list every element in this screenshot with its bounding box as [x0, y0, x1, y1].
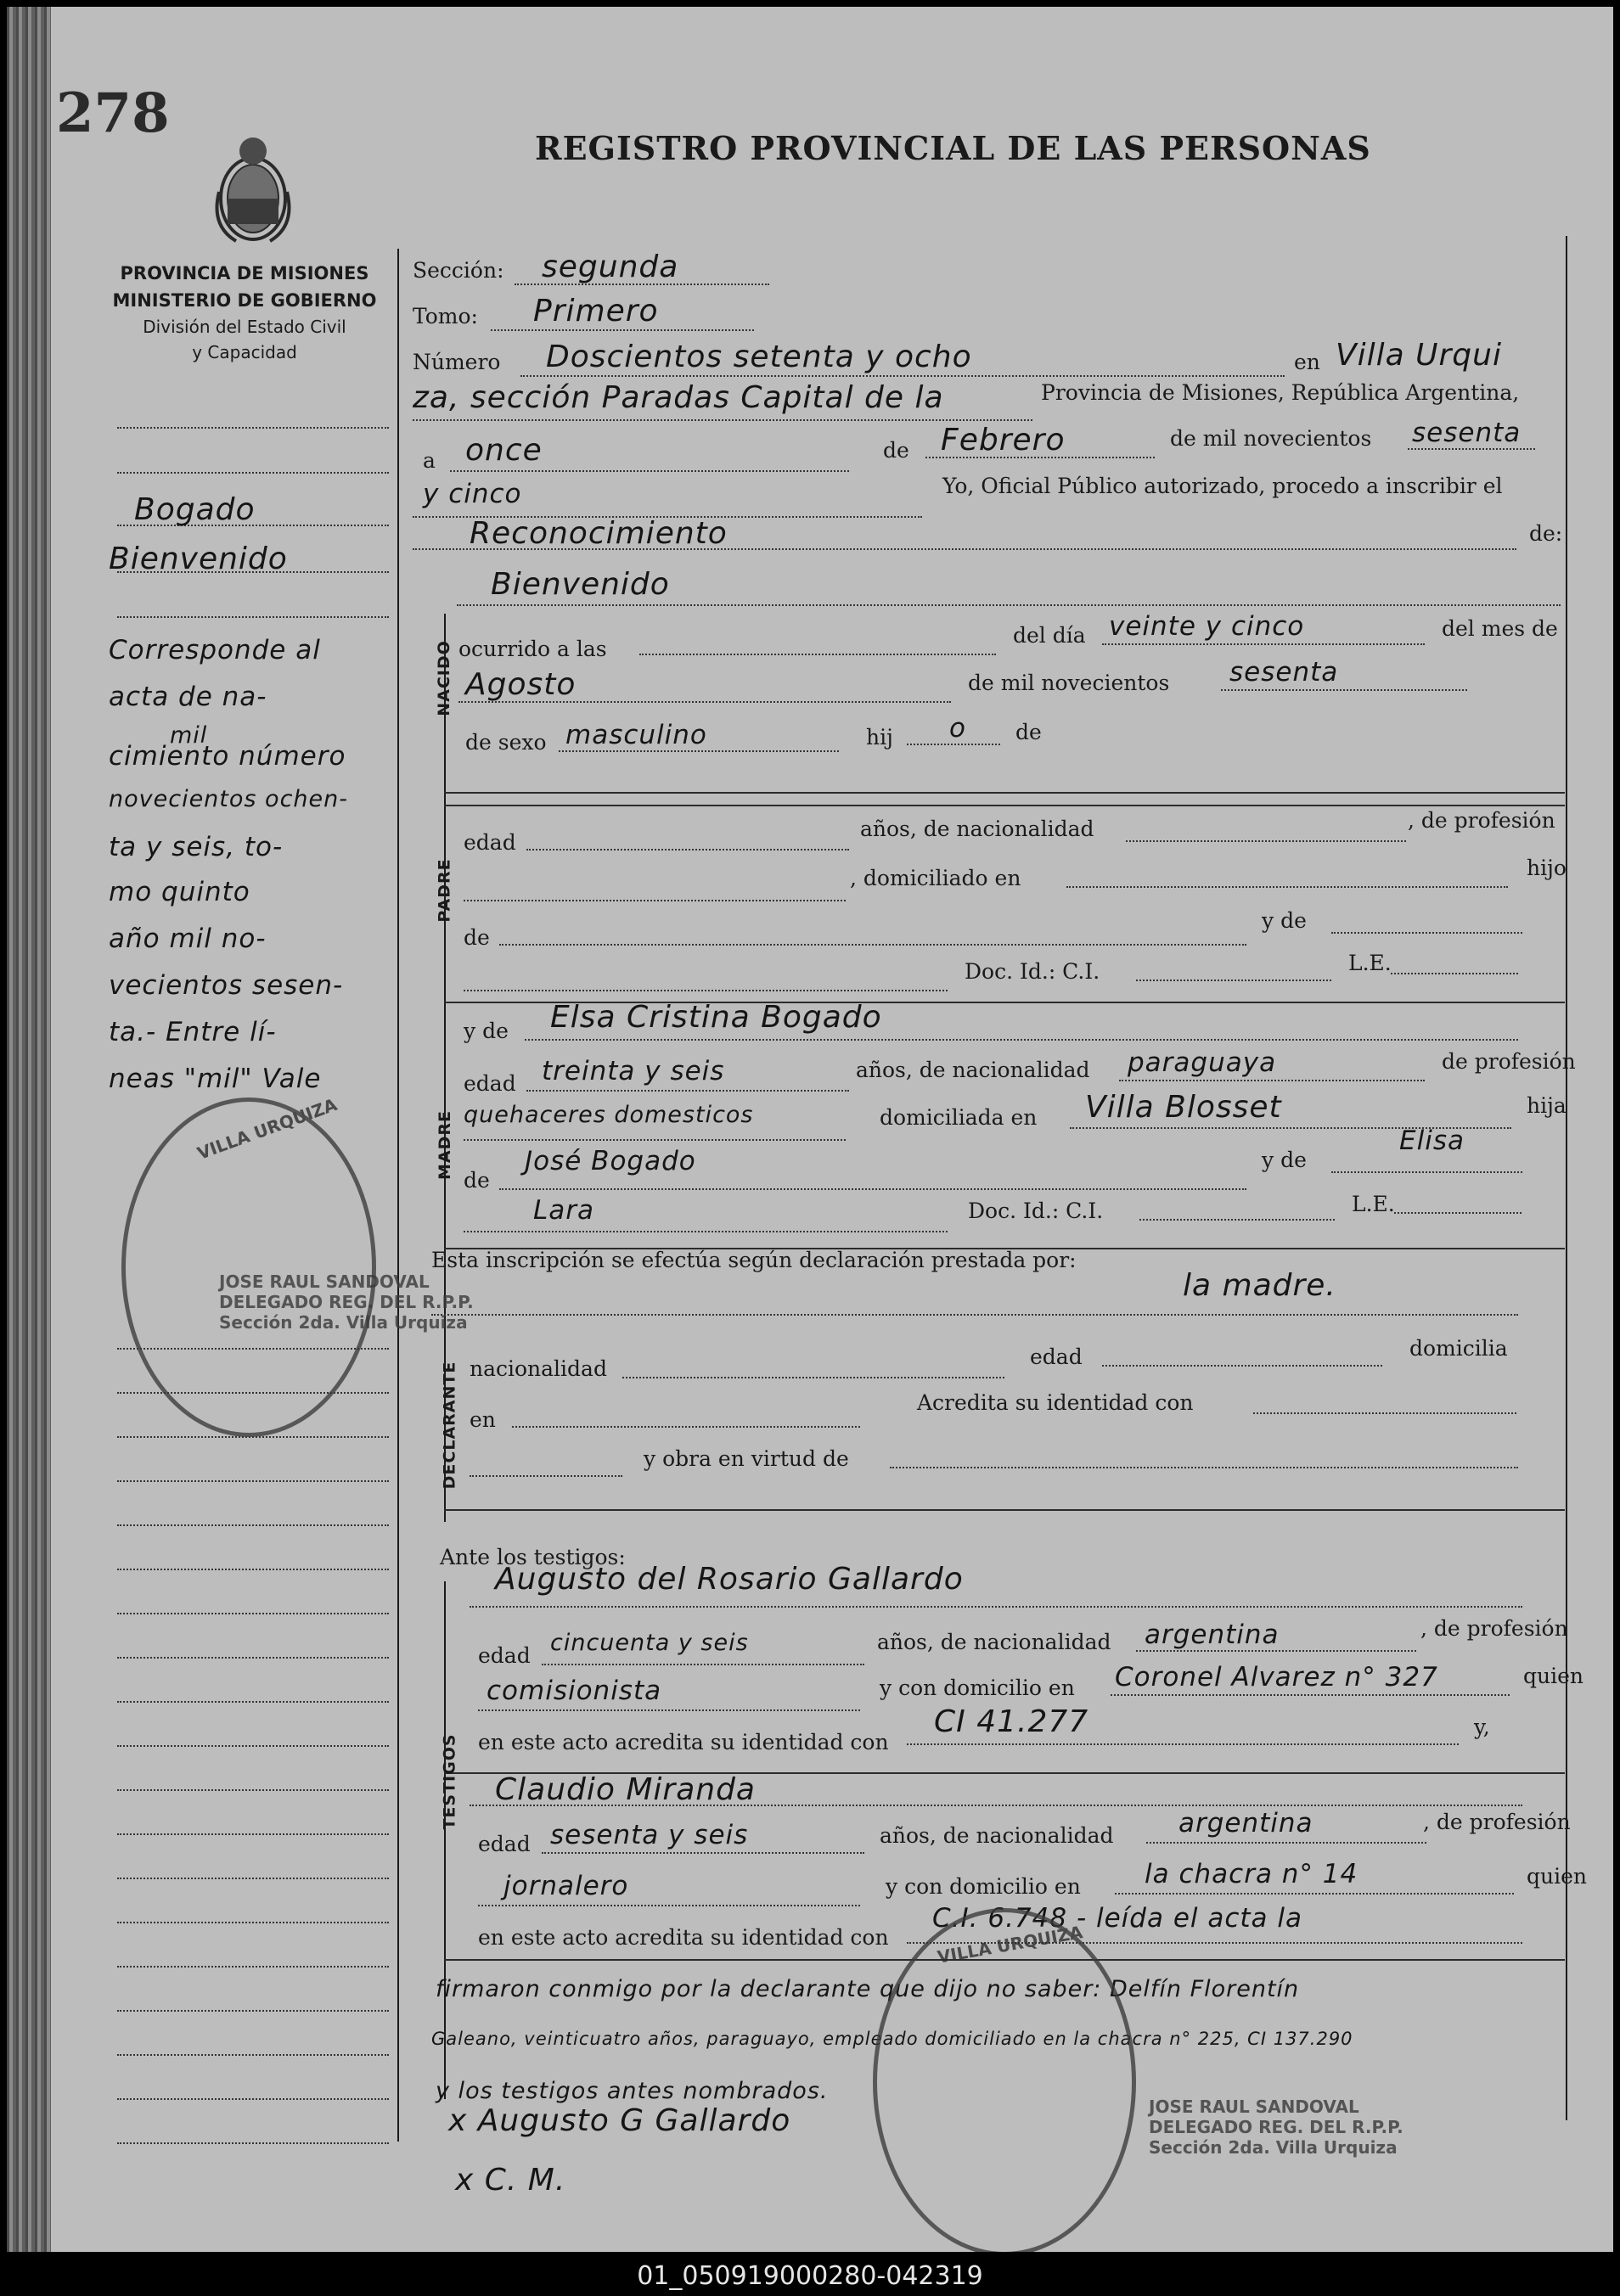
margin-note-line: ta y seis, to-	[109, 832, 284, 862]
image-identifier: 01_050919000280-042319	[0, 2256, 1620, 2296]
value-nombre: Bienvenido	[491, 567, 670, 602]
margin-line	[117, 2010, 389, 2012]
label-domiciliado-en: , domiciliado en	[850, 866, 1021, 890]
label-con-domicilio-t2: y con domicilio en	[886, 1874, 1081, 1899]
label-acredita-t2: en este acto acredita su identidad con	[478, 1925, 889, 1950]
margin-line	[117, 1745, 389, 1747]
margin-line	[117, 1569, 389, 1570]
margin-line	[117, 616, 389, 618]
label-con-domicilio-t1: y con domicilio en	[880, 1676, 1075, 1700]
value-sexo: masculino	[565, 720, 707, 750]
label-a: a	[423, 448, 436, 473]
field-line	[499, 944, 1246, 946]
field-line	[542, 1852, 864, 1854]
margin-note-insert: mil	[170, 722, 208, 749]
label-y-de-madre: y de	[464, 1019, 509, 1043]
label-de: de	[883, 438, 909, 463]
section-label-testigos: TESTIGOS	[440, 1733, 459, 1830]
field-line	[907, 1743, 1459, 1745]
stamp-signature-block-left	[219, 1272, 474, 1333]
margin-line	[117, 1966, 389, 1968]
field-line	[464, 900, 846, 901]
label-mil-novecientos: de mil novecientos	[1170, 426, 1372, 451]
margin-line	[117, 2054, 389, 2056]
value-madre-nombre: Elsa Cristina Bogado	[550, 1000, 882, 1035]
book-binding	[7, 7, 51, 2252]
field-line	[525, 1039, 1518, 1041]
value-hij-suffix: o	[949, 713, 966, 744]
section-divider-testigos	[444, 1581, 446, 2099]
label-domicilia: domicilia	[1409, 1336, 1508, 1361]
field-line	[1394, 1212, 1522, 1214]
stamp-signature-block-bottom	[1149, 2097, 1403, 2158]
main-frame-right	[1566, 236, 1567, 2120]
field-line	[1111, 1694, 1510, 1696]
label-le: L.E.	[1348, 951, 1392, 975]
field-line	[464, 990, 948, 991]
margin-line	[117, 1833, 389, 1835]
field-line	[1066, 886, 1508, 888]
field-line	[470, 1606, 1522, 1608]
witness-signature-1: x Augusto G Gallardo	[448, 2103, 791, 2138]
value-t2-id: C.I. 6.748 - leída el acta la	[932, 1903, 1303, 1934]
label-hij: hij	[866, 725, 893, 749]
value-t1-dom: Coronel Alvarez n° 327	[1115, 1662, 1438, 1693]
label-de-padre: de	[464, 925, 490, 950]
seal-text: VILLA URQUIZA	[194, 1094, 340, 1164]
margin-note-line: Corresponde al	[109, 635, 321, 665]
stamp-place: Sección 2da. Villa Urquiza	[1149, 2137, 1398, 2158]
value-madre-padre: José Bogado	[525, 1146, 696, 1176]
label-de-profesion: , de profesión	[1408, 808, 1555, 833]
document-title: REGISTRO PROVINCIAL DE LAS PERSONAS	[535, 129, 1371, 167]
field-line	[1408, 448, 1535, 450]
field-line	[478, 1709, 860, 1711]
label-doc-id-madre: Doc. Id.: C.I.	[968, 1199, 1104, 1223]
field-line	[1253, 1412, 1516, 1414]
label-domiciliada-en: domiciliada en	[880, 1105, 1038, 1130]
margin-note-line: mo quinto	[109, 877, 250, 907]
label-quien-t2: quien	[1527, 1864, 1587, 1889]
label-de-madre: de	[464, 1168, 490, 1193]
field-line	[450, 470, 849, 472]
field-line	[1391, 973, 1518, 974]
field-line	[1331, 1171, 1522, 1173]
closing-line-2: Galeano, veinticuatro años, paraguayo, empleado domiciliado en la chacra n° 225, CI 137.290	[431, 2029, 1353, 2049]
value-lugar-cont: za, sección Paradas Capital de la	[413, 380, 944, 415]
value-mes-nac: Agosto	[465, 667, 577, 702]
value-testigo2: Claudio Miranda	[495, 1772, 756, 1807]
field-line	[413, 548, 1516, 550]
margin-line	[117, 1613, 389, 1614]
field-line	[1119, 1080, 1425, 1081]
stamp-role: DELEGADO REG. DEL R.P.P.	[1149, 2117, 1403, 2137]
margin-note-line: vecientos sesen-	[109, 970, 344, 1001]
header-province: PROVINCIA DE MISIONES	[120, 263, 369, 283]
value-t2-edad: sesenta y seis	[550, 1820, 749, 1850]
label-y-de: y de	[1262, 908, 1307, 933]
main-frame-left	[397, 249, 399, 2142]
value-lugar: Villa Urqui	[1336, 338, 1502, 373]
label-de-2: de	[1015, 720, 1042, 744]
value-t2-dom: la chacra n° 14	[1145, 1859, 1358, 1889]
label-en: en	[1294, 350, 1320, 374]
official-seal-left	[121, 1094, 376, 1437]
field-line	[526, 849, 849, 850]
field-line	[890, 1467, 1518, 1468]
label-hija: hija	[1527, 1093, 1567, 1118]
value-anio-cont: y cinco	[423, 479, 522, 509]
rule-1	[444, 792, 1565, 794]
margin-line	[117, 1878, 389, 1879]
field-line	[499, 1188, 1246, 1190]
field-line	[512, 1426, 860, 1428]
section-label-madre: MADRE	[436, 1110, 454, 1180]
label-provincia: Provincia de Misiones, República Argentina,	[1041, 380, 1520, 405]
margin-line	[117, 472, 389, 474]
witness-signature-2: x C. M.	[455, 2163, 566, 2198]
margin-line	[117, 1524, 389, 1526]
value-numero: Doscientos setenta y ocho	[546, 340, 972, 374]
label-hijo: hijo	[1527, 856, 1567, 880]
value-madre-madre: Elisa	[1399, 1126, 1465, 1156]
value-dia: once	[465, 433, 543, 468]
closing-line-1: firmaron conmigo por la declarante que dijo no saber: Delfín Florentín	[436, 1976, 1300, 2002]
value-t2-prof: jornalero	[503, 1871, 629, 1901]
margin-given-name: Bienvenido	[109, 542, 288, 576]
label-edad-declarante: edad	[1030, 1344, 1083, 1369]
field-line	[413, 419, 1032, 421]
header-ministry: MINISTERIO DE GOBIERNO	[112, 290, 377, 311]
field-line	[907, 744, 1000, 745]
value-madre-madre-cont: Lara	[533, 1195, 595, 1226]
field-line	[1139, 1219, 1335, 1221]
field-line	[1126, 840, 1406, 842]
label-doc-id: Doc. Id.: C.I.	[965, 959, 1100, 984]
label-edad-padre: edad	[464, 830, 516, 855]
label-le-madre: L.E.	[1352, 1192, 1395, 1216]
field-line	[542, 1664, 864, 1665]
margin-line	[117, 1701, 389, 1703]
official-seal-bottom	[873, 1908, 1136, 2252]
stamp-name: JOSE RAUL SANDOVAL	[219, 1272, 430, 1292]
value-dia-nac: veinte y cinco	[1109, 611, 1305, 642]
margin-surname: Bogado	[134, 492, 256, 527]
field-line	[559, 750, 839, 752]
value-t1-id: CI 41.277	[934, 1704, 1089, 1739]
stamp-name: JOSE RAUL SANDOVAL	[1149, 2097, 1359, 2117]
label-tomo: Tomo:	[413, 304, 478, 328]
issuer-header	[100, 260, 389, 365]
label-ocurrido: ocurrido a las	[458, 637, 607, 661]
stamp-place: Sección 2da. Villa Urquiza	[219, 1312, 468, 1333]
field-line	[1102, 1365, 1382, 1367]
field-line	[526, 1090, 849, 1092]
stamp-role: DELEGADO REG. DEL R.P.P.	[219, 1292, 474, 1312]
margin-line	[117, 1922, 389, 1923]
value-madre-prof: quehaceres domesticos	[464, 1102, 754, 1128]
field-line	[1331, 932, 1522, 934]
margin-line	[117, 1480, 389, 1482]
field-line	[464, 1231, 948, 1232]
field-line	[1136, 1650, 1416, 1652]
margin-line	[117, 2098, 389, 2100]
label-declaracion: Esta inscripción se efectúa según declaración prestada por:	[431, 1248, 1077, 1272]
label-profesion-t1: , de profesión	[1420, 1616, 1568, 1641]
label-testigos: Ante los testigos:	[440, 1545, 626, 1569]
label-profesion-t2: , de profesión	[1423, 1810, 1571, 1834]
label-acredita-t1: en este acto acredita su identidad con	[478, 1730, 889, 1754]
label-edad-madre: edad	[464, 1071, 516, 1096]
value-t1-prof: comisionista	[487, 1676, 662, 1706]
label-del-mes: del mes de	[1442, 616, 1558, 641]
field-line	[458, 701, 951, 703]
field-line	[639, 654, 996, 655]
label-yo-oficial: Yo, Oficial Público autorizado, procedo a inscribir el	[942, 474, 1503, 498]
value-t2-nac: argentina	[1178, 1808, 1313, 1838]
seal-text: VILLA URQUIZA	[936, 1922, 1084, 1968]
label-de-profesion-madre: de profesión	[1442, 1049, 1576, 1074]
margin-note-line: ta.- Entre lí-	[109, 1017, 277, 1047]
label-quien-t1: quien	[1523, 1664, 1583, 1688]
label-obra: y obra en virtud de	[644, 1446, 849, 1471]
field-line	[457, 604, 1561, 606]
value-anio-nac: sesenta	[1229, 657, 1339, 688]
value-madre-nac: paraguaya	[1128, 1047, 1277, 1078]
label-de-sexo: de sexo	[465, 730, 547, 755]
label-de-mil-novecientos: de mil novecientos	[968, 671, 1170, 695]
label-de-colon: de:	[1529, 521, 1563, 546]
label-acredita: Acredita su identidad con	[917, 1390, 1194, 1415]
label-seccion: Sección:	[413, 258, 504, 283]
margin-line	[117, 2142, 389, 2144]
field-line	[431, 1314, 1518, 1316]
value-tomo: Primero	[533, 294, 659, 328]
field-line	[520, 375, 1285, 377]
value-madre-edad: treinta y seis	[542, 1056, 725, 1086]
field-line	[1146, 1842, 1426, 1844]
label-numero: Número	[413, 350, 501, 374]
header-division: División del Estado Civil	[143, 317, 346, 337]
margin-note-line: cimiento número	[109, 741, 346, 772]
field-line	[470, 1805, 1522, 1806]
value-acto: Reconocimiento	[470, 516, 728, 551]
label-edad-t1: edad	[478, 1643, 531, 1668]
field-line	[1136, 980, 1331, 981]
value-anio: sesenta	[1412, 418, 1522, 448]
value-madre-dom: Villa Blosset	[1085, 1090, 1282, 1125]
field-line	[1102, 643, 1425, 645]
field-line	[622, 1377, 1004, 1378]
margin-note-line: neas "mil" Vale	[109, 1064, 322, 1094]
section-label-declarante: DECLARANTE	[440, 1361, 459, 1490]
field-line	[478, 1905, 860, 1906]
value-seccion: segunda	[542, 250, 679, 284]
margin-line	[117, 1789, 389, 1791]
field-line	[491, 329, 754, 331]
label-edad-t2: edad	[478, 1832, 531, 1856]
value-t1-edad: cincuenta y seis	[550, 1630, 749, 1656]
field-line	[1221, 689, 1467, 691]
margin-line	[117, 1657, 389, 1659]
field-line	[464, 1139, 846, 1141]
header-capacity: y Capacidad	[192, 342, 297, 362]
label-nacionalidad: nacionalidad	[470, 1356, 607, 1381]
closing-line-3: y los testigos antes nombrados.	[436, 2078, 829, 2104]
registry-page	[7, 7, 1613, 2252]
value-testigo1: Augusto del Rosario Gallardo	[495, 1562, 964, 1597]
label-anos-t2: años, de nacionalidad	[880, 1823, 1114, 1848]
label-anos-nac-madre: años, de nacionalidad	[856, 1058, 1090, 1082]
margin-note-line: año mil no-	[109, 923, 267, 954]
label-anos-nacionalidad: años, de nacionalidad	[860, 817, 1094, 841]
margin-note-line: novecientos ochen-	[109, 786, 348, 812]
label-y-de-2: y de	[1262, 1148, 1307, 1172]
margin-line	[117, 427, 389, 429]
label-en-declarante: en	[470, 1407, 496, 1432]
field-line	[470, 1475, 622, 1477]
label-anos-t1: años, de nacionalidad	[877, 1630, 1111, 1654]
field-line	[1115, 1893, 1514, 1895]
section-label-padre: PADRE	[435, 858, 454, 923]
label-y-comma: y,	[1474, 1715, 1490, 1739]
section-label-nacido: NACIDO	[434, 640, 453, 716]
coat-of-arms-icon	[202, 132, 304, 255]
page-number: 278	[56, 81, 170, 145]
margin-note-line: acta de na-	[109, 682, 267, 712]
label-del-dia: del día	[1013, 623, 1086, 648]
value-mes: Febrero	[941, 423, 1066, 458]
rule-2	[444, 805, 1565, 806]
value-t1-nac: argentina	[1145, 1620, 1280, 1650]
value-declarante: la madre.	[1183, 1268, 1336, 1303]
rule-5	[444, 1509, 1565, 1511]
